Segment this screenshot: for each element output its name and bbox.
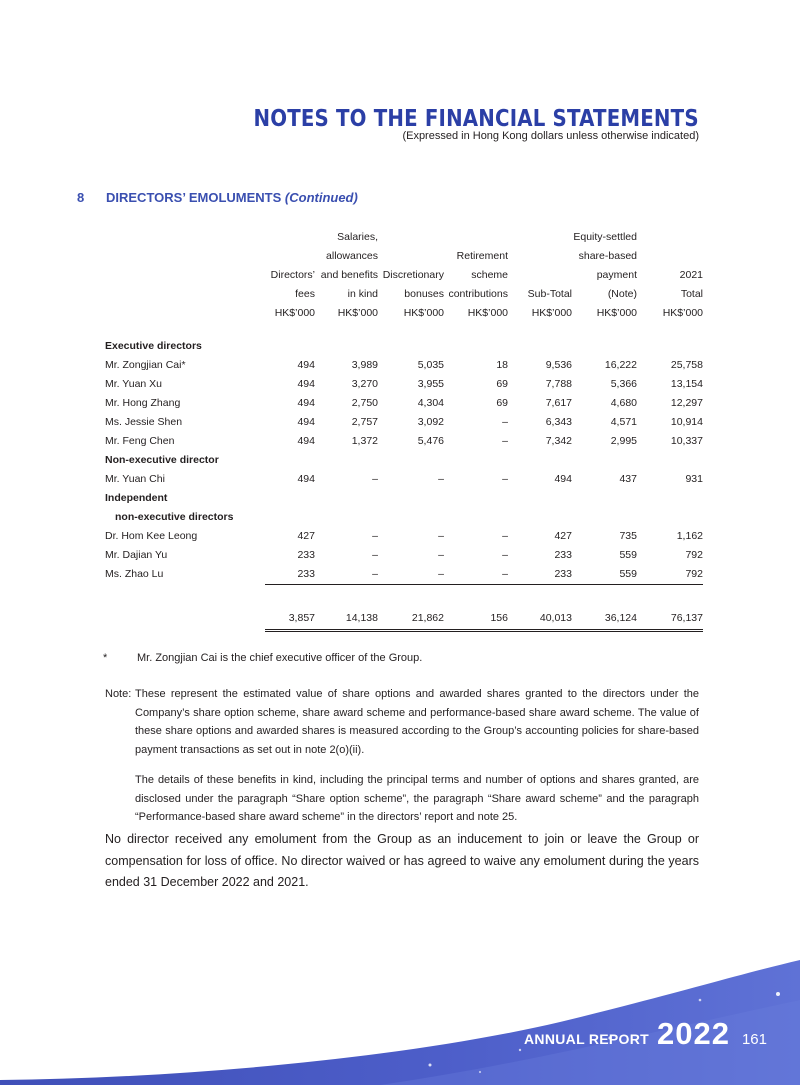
- column-header: contributions: [448, 288, 508, 300]
- column-header: [508, 228, 572, 247]
- director-name: Mr. Zongjian Cai*: [105, 359, 186, 371]
- section-title: DIRECTORS’ EMOLUMENTS: [106, 190, 282, 205]
- column-header: Total: [680, 288, 703, 300]
- value-cell: 3,955: [417, 378, 444, 390]
- value-cell: 4,680: [610, 397, 637, 409]
- column-header: Retirement: [456, 250, 508, 262]
- group-label-row: [105, 508, 703, 527]
- column-header: HK$’000: [531, 307, 572, 319]
- value-cell: 5,366: [610, 378, 637, 390]
- total-cell: 36,124: [572, 607, 637, 631]
- table-row: [105, 375, 703, 394]
- header-blank: [105, 285, 265, 304]
- value-cell: –: [372, 549, 378, 561]
- director-name: Mr. Yuan Xu: [105, 378, 163, 390]
- value-cell: –: [444, 565, 508, 585]
- value-cell: 559: [572, 565, 637, 585]
- column-header: Salaries,: [337, 231, 378, 243]
- column-header: Sub-Total: [527, 288, 572, 300]
- column-header: [508, 247, 572, 266]
- group-label: Executive directors: [105, 340, 202, 352]
- table-body: [105, 323, 703, 630]
- column-header: [378, 247, 444, 266]
- value-cell: 494: [297, 435, 315, 447]
- value-cell: 494: [297, 378, 315, 390]
- header-row: [105, 247, 703, 266]
- column-header: [637, 228, 703, 247]
- column-header: HK$’000: [337, 307, 378, 319]
- note-block: [105, 685, 699, 839]
- value-cell: 427: [297, 530, 315, 542]
- table-row: [105, 413, 703, 432]
- header-blank: [105, 247, 265, 266]
- total-cell: 40,013: [508, 607, 572, 631]
- value-cell: 7,617: [545, 397, 572, 409]
- column-header: and benefits: [320, 269, 378, 281]
- group-label: Non-executive director: [105, 454, 219, 466]
- value-cell: 3,989: [351, 359, 378, 371]
- column-header: HK$’000: [596, 307, 637, 319]
- value-cell: –: [502, 435, 508, 447]
- value-cell: –: [502, 530, 508, 542]
- value-cell: –: [315, 565, 378, 585]
- value-cell: 6,343: [545, 416, 572, 428]
- value-cell: 233: [508, 565, 572, 585]
- footer-report-label: ANNUAL REPORT: [524, 1031, 649, 1047]
- header-row: [105, 228, 703, 247]
- value-cell: –: [502, 473, 508, 485]
- table-row: [105, 527, 703, 546]
- group-label-row: [105, 451, 703, 470]
- header-blank: [105, 228, 265, 247]
- footer-year: 2022: [657, 1016, 730, 1051]
- closing-paragraph: No director received any emolument from the Group as an inducement to join or leave the Group or compensation for loss of office. No director waived or has agreed to waive any emolument during the years ended 31 December 2022 and 2021.: [105, 832, 699, 889]
- value-cell: 5,035: [417, 359, 444, 371]
- value-cell: 427: [554, 530, 572, 542]
- column-header: HK$’000: [274, 307, 315, 319]
- value-cell: 9,536: [545, 359, 572, 371]
- spacer-row: [105, 323, 703, 337]
- group-label-row: [105, 337, 703, 356]
- value-cell: 792: [685, 549, 703, 561]
- total-cell: 156: [444, 607, 508, 631]
- section-heading: [77, 190, 358, 205]
- column-header: Discretionary: [382, 269, 444, 281]
- footnote-mark: *: [103, 652, 108, 664]
- value-cell: –: [372, 530, 378, 542]
- value-cell: –: [378, 565, 444, 585]
- table-row: [105, 565, 703, 585]
- value-cell: –: [502, 416, 508, 428]
- spacer-row: [105, 585, 703, 607]
- page-number: 161: [741, 1031, 767, 1048]
- value-cell: –: [438, 549, 444, 561]
- column-header: [444, 228, 508, 247]
- director-name: Mr. Dajian Yu: [105, 549, 168, 561]
- header-row: [105, 304, 703, 323]
- value-cell: 792: [637, 565, 703, 585]
- total-cell: 14,138: [315, 607, 378, 631]
- total-cell: 21,862: [378, 607, 444, 631]
- value-cell: 494: [297, 416, 315, 428]
- value-cell: 69: [496, 378, 508, 390]
- note-paragraph: These represent the estimated value of share options and awarded shares granted to the directors under the Company’s share option scheme, share award scheme and performance-based share award scheme. The value of these share options and awarded shares is measured according to the Group’s accounting policies for share-based payment transactions as set out in note 2(o)(ii).: [135, 688, 699, 756]
- header-blank: [105, 266, 265, 285]
- column-header: [378, 228, 444, 247]
- value-cell: –: [438, 473, 444, 485]
- group-label: non-executive directors: [115, 511, 234, 523]
- totals-row: [105, 607, 703, 631]
- director-name: Dr. Hom Kee Leong: [105, 530, 198, 542]
- value-cell: 2,750: [351, 397, 378, 409]
- column-header: payment: [596, 269, 637, 281]
- value-cell: 437: [619, 473, 637, 485]
- table-row: [105, 546, 703, 565]
- page-subtitle: (Expressed in Hong Kong dollars unless otherwise indicated): [402, 130, 699, 142]
- value-cell: –: [502, 549, 508, 561]
- value-cell: 5,476: [417, 435, 444, 447]
- value-cell: 7,342: [545, 435, 572, 447]
- value-cell: 735: [619, 530, 637, 542]
- value-cell: 494: [297, 473, 315, 485]
- page-header: [181, 104, 699, 142]
- value-cell: 233: [554, 549, 572, 561]
- value-cell: 494: [554, 473, 572, 485]
- column-header: allowances: [326, 250, 378, 262]
- note-paragraph: The details of these benefits in kind, including the principal terms and number of options and shares granted, are disclosed under the paragraph “Share option scheme”, the paragraph “Share award scheme” and the paragraph “Performance-based share award scheme” in the directors’ report and note 25.: [135, 774, 699, 823]
- value-cell: –: [372, 473, 378, 485]
- totals-blank: [105, 607, 265, 631]
- page-title: NOTES TO THE FINANCIAL STATEMENTS: [253, 106, 699, 132]
- value-cell: 13,154: [670, 378, 703, 390]
- value-cell: 494: [297, 359, 315, 371]
- column-header: bonuses: [404, 288, 444, 300]
- column-header: fees: [295, 288, 315, 300]
- table-row: [105, 356, 703, 375]
- column-header: share-based: [578, 250, 637, 262]
- section-continued: (Continued): [284, 190, 358, 205]
- value-cell: 1,372: [351, 435, 378, 447]
- header-blank: [105, 304, 265, 323]
- value-cell: 10,914: [670, 416, 703, 428]
- value-cell: –: [438, 530, 444, 542]
- column-header: 2021: [679, 269, 703, 281]
- table-header: [105, 228, 703, 323]
- total-cell: 76,137: [637, 607, 703, 631]
- column-header: HK$’000: [662, 307, 703, 319]
- table-row: [105, 394, 703, 413]
- emoluments-table: [105, 228, 703, 632]
- value-cell: 10,337: [670, 435, 703, 447]
- table-row: [105, 432, 703, 451]
- page-footer: [524, 1016, 767, 1052]
- column-header: Directors’: [270, 269, 315, 281]
- director-name: Mr. Feng Chen: [105, 435, 175, 447]
- director-name: Ms. Jessie Shen: [105, 416, 183, 428]
- value-cell: 931: [685, 473, 703, 485]
- column-header: (Note): [607, 288, 637, 300]
- value-cell: 233: [297, 549, 315, 561]
- section-number: 8: [77, 190, 85, 205]
- value-cell: 12,297: [670, 397, 703, 409]
- table-row: [105, 470, 703, 489]
- value-cell: 3,092: [417, 416, 444, 428]
- column-header: [637, 247, 703, 266]
- value-cell: 494: [297, 397, 315, 409]
- group-label: Independent: [105, 492, 168, 504]
- value-cell: 4,304: [417, 397, 444, 409]
- value-cell: 18: [496, 359, 508, 371]
- column-header: scheme: [471, 269, 508, 281]
- director-name: Mr. Hong Zhang: [105, 397, 181, 409]
- director-name: Mr. Yuan Chi: [105, 473, 165, 485]
- director-name: Ms. Zhao Lu: [105, 568, 164, 581]
- column-header: Equity-settled: [573, 231, 637, 243]
- value-cell: 559: [619, 549, 637, 561]
- value-cell: 2,757: [351, 416, 378, 428]
- value-cell: 7,788: [545, 378, 572, 390]
- header-row: [105, 266, 703, 285]
- column-header: in kind: [347, 288, 378, 300]
- value-cell: 16,222: [604, 359, 637, 371]
- column-header: [508, 266, 572, 285]
- column-header: [265, 247, 315, 266]
- note-label: Note:: [105, 688, 132, 700]
- group-label-row: [105, 489, 703, 508]
- footnote-text: Mr. Zongjian Cai is the chief executive officer of the Group.: [137, 652, 423, 664]
- header-row: [105, 285, 703, 304]
- value-cell: 4,571: [610, 416, 637, 428]
- value-cell: 1,162: [676, 530, 703, 542]
- total-cell: 3,857: [265, 607, 315, 631]
- column-header: HK$’000: [467, 307, 508, 319]
- value-cell: 233: [265, 565, 315, 585]
- value-cell: 69: [496, 397, 508, 409]
- value-cell: 3,270: [351, 378, 378, 390]
- value-cell: 2,995: [610, 435, 637, 447]
- value-cell: 25,758: [670, 359, 703, 371]
- column-header: HK$’000: [403, 307, 444, 319]
- column-header: [265, 228, 315, 247]
